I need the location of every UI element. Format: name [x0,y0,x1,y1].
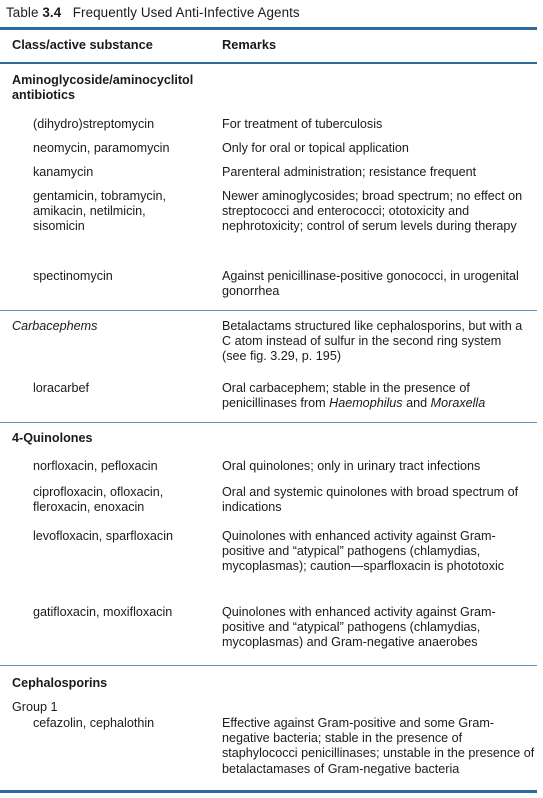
column-header-class: Class/active substance [12,37,153,52]
section-rule [0,665,537,666]
table-row-remark: Against penicillinase-positive gonococci, in urogenital gonorrhea [222,269,519,299]
section-heading-carbacephems: Carbacephems [12,319,98,333]
table-row-remark: Quinolones with enhanced activity against Gram-positive and “atypical” pathogens (chlamydias, mycoplasmas); caution—sparfloxacin is phototoxic [222,529,505,574]
table-row-drug: ciprofloxacin, ofloxacin, fleroxacin, enoxacin [33,485,164,515]
caption-number: 3.4 [42,5,62,20]
table-row-remark: Newer aminoglycosides; broad spectrum; no effect on streptococci and enterococci; ototoxicity and nephrotoxicity; control of serum levels during therapy [222,189,523,234]
remark-organism: Haemophilus [329,396,403,411]
top-rule [0,27,537,30]
remark-organism: Moraxella [430,396,486,411]
table-row-remark: Parenteral administration; resistance frequent [222,165,477,179]
table-row-remark: Only for oral or topical application [222,141,409,155]
table-row-drug: kanamycin [33,165,94,179]
bottom-rule [0,790,537,793]
table-row-drug: cefazolin, cephalothin [33,716,155,730]
section-rule [0,422,537,423]
header-rule [0,62,537,64]
remark-conjunction: and [406,396,428,411]
section-heading-remark: Betalactams structured like cephalosporins, but with a C atom instead of sulfur in the second ring system (see fig. 3.29, p. 195) [222,319,523,364]
table-row-remark [222,381,522,411]
subgroup-label: Group 1 [12,700,58,714]
table-row-remark: Oral quinolones; only in urinary tract infections [222,459,481,473]
table-row-drug: levofloxacin, sparfloxacin [33,529,174,543]
caption-title: Frequently Used Anti-Infective Agents [72,5,300,20]
caption-label: Table [6,5,39,20]
table-row-remark: Effective against Gram-positive and some Gram-negative bacteria; stable in the presence of staphylococci penicillinases; unstable in the presence of betalactamases of Gram-negative bacteria [222,716,535,776]
section-heading-quinolones: 4-Quinolones [12,431,93,445]
table-caption [6,4,300,22]
table-row-drug: norfloxacin, pefloxacin [33,459,158,473]
table-row-drug: (dihydro)streptomycin [33,117,155,131]
remark-text: Oral carbacephem; stable in the presence of penicillinases from [222,381,470,411]
table-row-remark: Oral and systemic quinolones with broad spectrum of indications [222,485,519,515]
table-row-drug: gentamicin, tobramycin, amikacin, netilmicin, sisomicin [33,189,166,234]
section-heading-cephalosporins: Cephalosporins [12,676,108,690]
table-row-drug: loracarbef [33,381,90,395]
table-row-drug: gatifloxacin, moxifloxacin [33,605,173,619]
table-row-remark: Quinolones with enhanced activity against Gram-positive and “atypical” pathogens (chlamydias, mycoplasmas) and Gram-negative anaerobes [222,605,496,650]
table-row-drug: spectinomycin [33,269,113,283]
table-row-drug: neomycin, paramomycin [33,141,170,155]
table-row-remark: For treatment of tuberculosis [222,117,383,131]
column-header-remarks: Remarks [222,37,277,52]
section-rule [0,310,537,311]
section-heading-aminoglycosides: Aminoglycoside/aminocyclitol antibiotics [12,73,194,103]
